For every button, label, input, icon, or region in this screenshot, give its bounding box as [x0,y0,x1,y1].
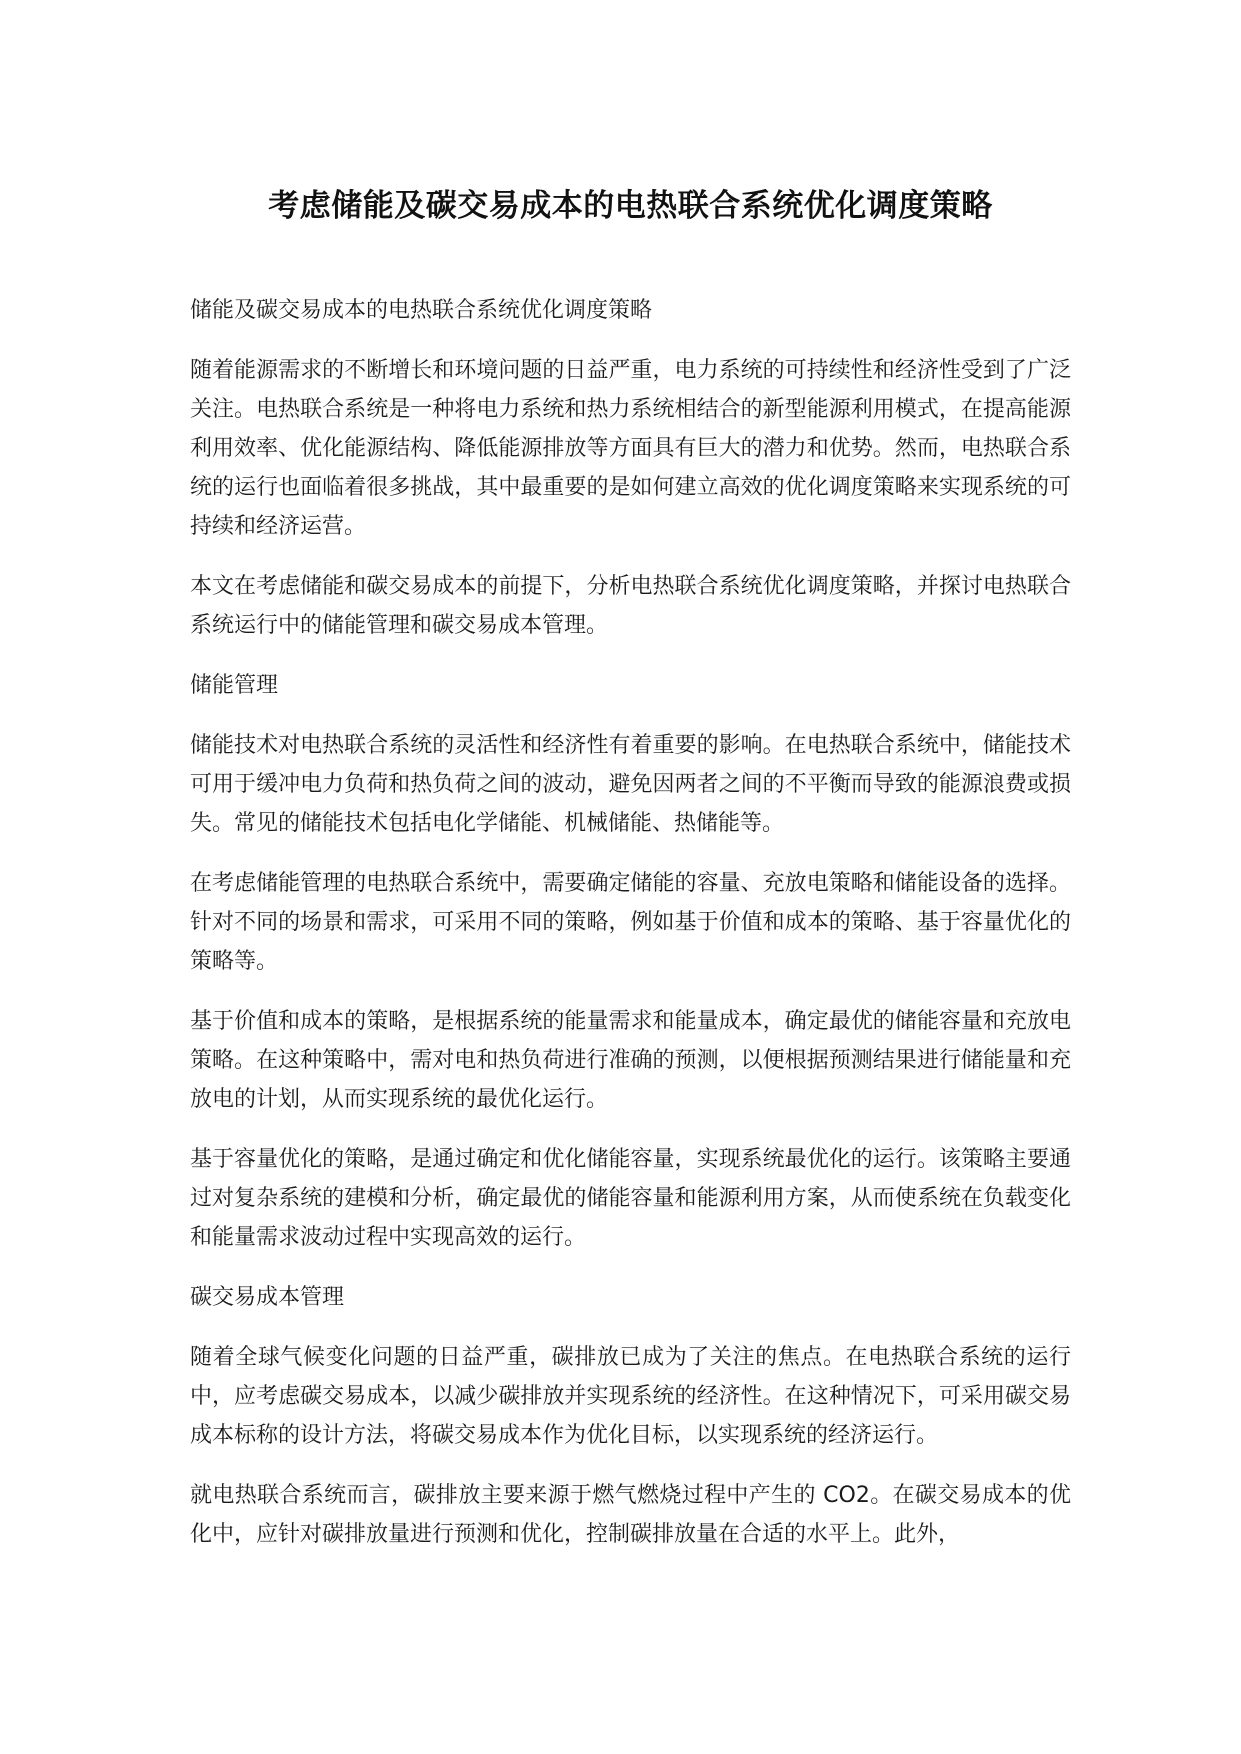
section-heading-carbon: 碳交易成本管理 [190,1285,345,1310]
section-heading-storage: 储能管理 [190,673,279,698]
paragraph-storage-2: 在考虑储能管理的电热联合系统中，需要确定储能的容量、充放电策略和储能设备的选择。针对不同的场景和需求，可采用不同的策略，例如基于价值和成本的策略、基于容量优化的策略等。 [190,871,1071,974]
paragraph-carbon-1: 随着全球气候变化问题的日益严重，碳排放已成为了关注的焦点。在电热联合系统的运行中，应考虑碳交易成本，以减少碳排放并实现系统的经济性。在这种情况下，可采用碳交易成本标称的设计方法，将碳交易成本作为优化目标，以实现系统的经济运行。 [190,1345,1071,1448]
document-title: 考虑储能及碳交易成本的电热联合系统优化调度策略 [268,188,993,224]
paragraph-storage-3: 基于价值和成本的策略，是根据系统的能量需求和能量成本，确定最优的储能容量和充放电策略。在这种策略中，需对电和热负荷进行准确的预测，以便根据预测结果进行储能量和充放电的计划，从而实现系统的最优化运行。 [190,1009,1071,1112]
paragraph-storage-4: 基于容量优化的策略，是通过确定和优化储能容量，实现系统最优化的运行。该策略主要通过对复杂系统的建模和分析，确定最优的储能容量和能源利用方案，从而使系统在负载变化和能量需求波动过程中实现高效的运行。 [190,1147,1071,1250]
paragraph-carbon-2: 就电热联合系统而言，碳排放主要来源于燃气燃烧过程中产生的 CO2。在碳交易成本的优化中，应针对碳排放量进行预测和优化，控制碳排放量在合适的水平上。此外， [190,1483,1071,1547]
paragraph-scope: 本文在考虑储能和碳交易成本的前提下，分析电热联合系统优化调度策略，并探讨电热联合系统运行中的储能管理和碳交易成本管理。 [190,574,1071,638]
paragraph-storage-1: 储能技术对电热联合系统的灵活性和经济性有着重要的影响。在电热联合系统中，储能技术可用于缓冲电力负荷和热负荷之间的波动，避免因两者之间的不平衡而导致的能源浪费或损失。常见的储能技术包括电化学储能、机械储能、热储能等。 [190,733,1071,836]
paragraph-intro: 随着能源需求的不断增长和环境问题的日益严重，电力系统的可持续性和经济性受到了广泛关注。电热联合系统是一种将电力系统和热力系统相结合的新型能源利用模式，在提高能源利用效率、优化能源结构、降低能源排放等方面具有巨大的潜力和优势。然而，电热联合系统的运行也面临着很多挑战，其中最重要的是如何建立高效的优化调度策略来实现系统的可持续和经济运营。 [190,358,1071,539]
section-subtitle: 储能及碳交易成本的电热联合系统优化调度策略 [190,298,653,323]
